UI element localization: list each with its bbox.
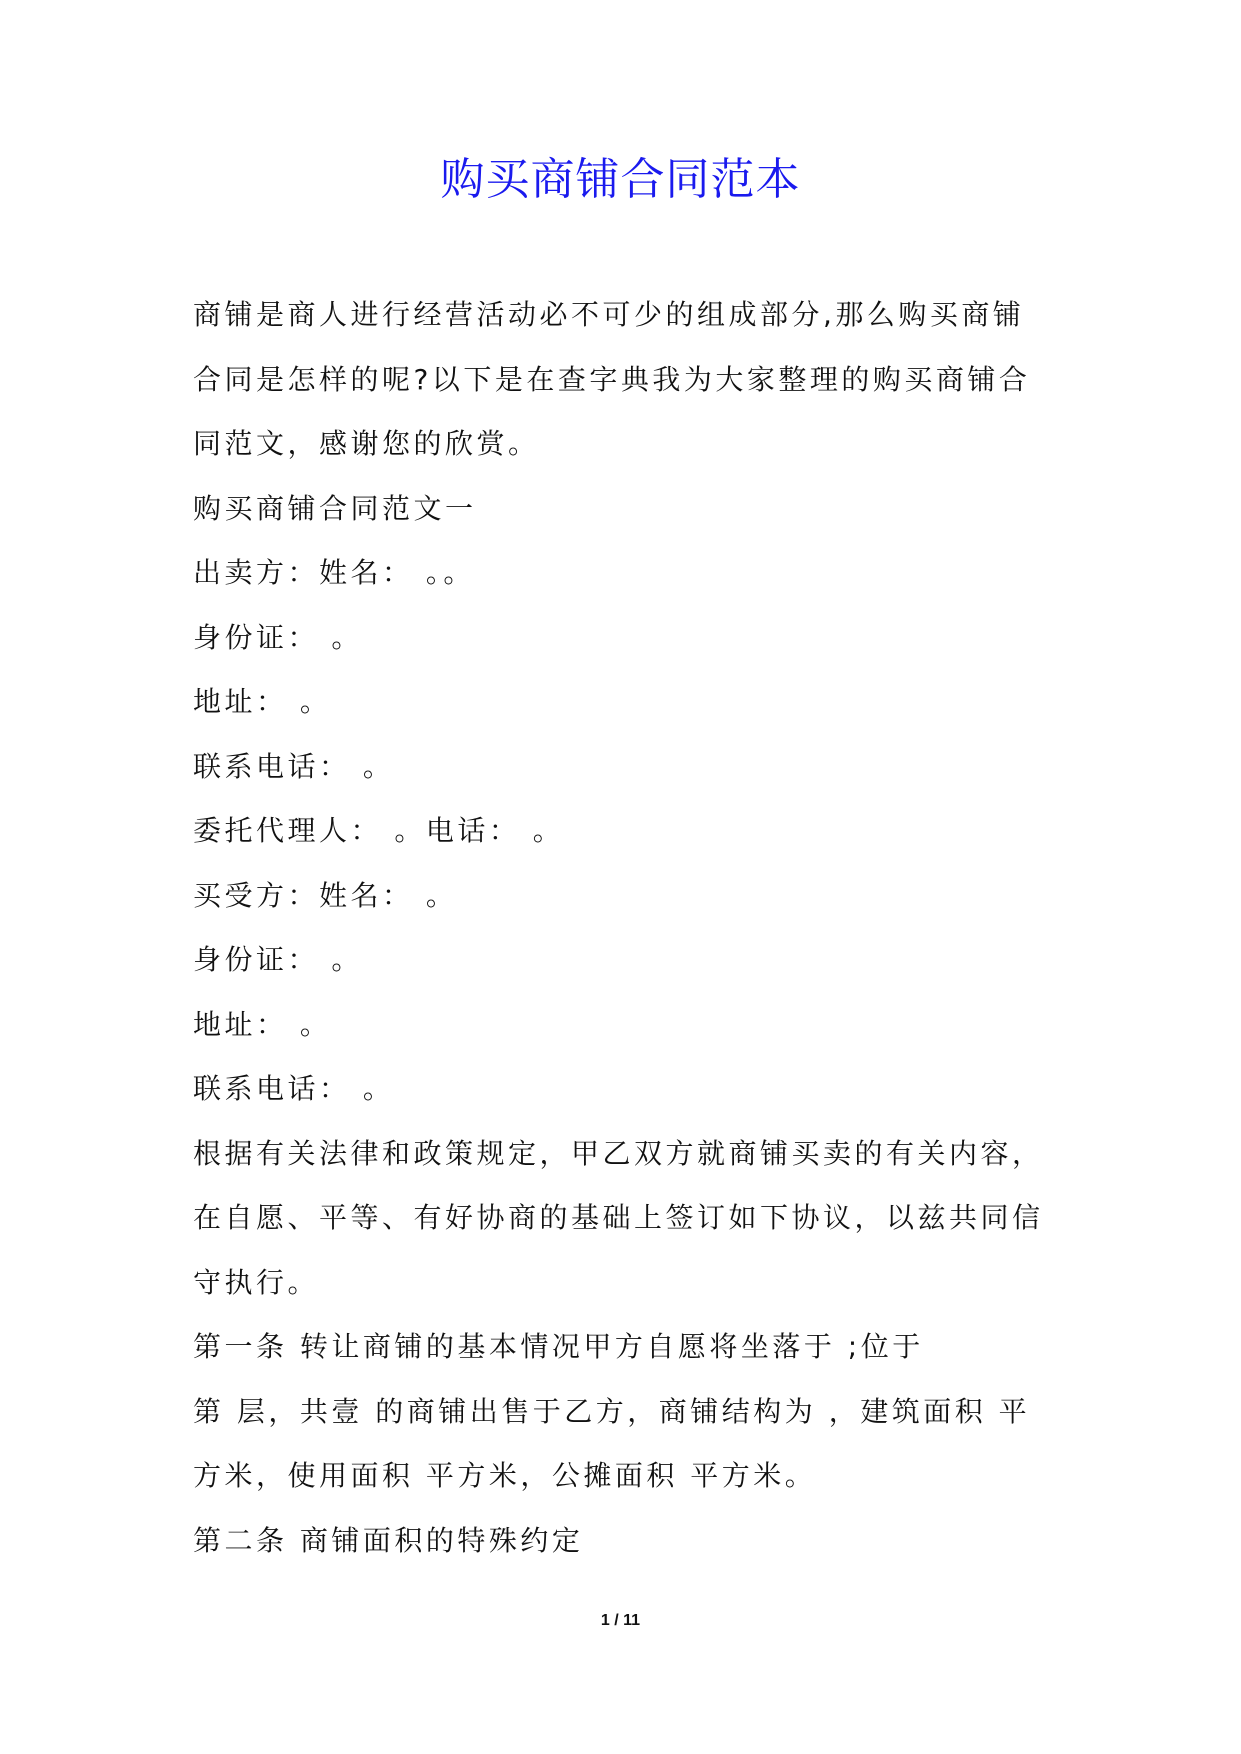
seller-name-line: 出卖方：姓名： 。。 [193, 556, 475, 589]
seller-id-line: 身份证： 。 [193, 620, 363, 654]
intro-paragraph: 商铺是商人进行经营活动必不可少的组成部分,那么购买商铺合同是怎样的呢?以下是在查字典我为大家整理的购买商铺合同范文，感谢您的欣赏。 [193, 298, 1031, 460]
agent-line: 委托代理人： 。电话： 。 [193, 814, 565, 847]
buyer-name-line: 买受方：姓名： 。 [193, 878, 458, 912]
buyer-address-line: 地址： 。 [193, 1007, 332, 1041]
article-two-heading: 第二条 商铺面积的特殊约定 [193, 1523, 584, 1557]
document-title: 购买商铺合同范本 [440, 154, 801, 205]
section-heading: 购买商铺合同范文一 [193, 491, 477, 525]
page-number: 1 / 11 [600, 1612, 641, 1629]
document-body [193, 283, 1053, 1573]
buyer-id-line: 身份证： 。 [193, 943, 363, 976]
seller-address-line: 地址： 。 [193, 685, 332, 718]
agreement-paragraph: 根据有关法律和政策规定，甲乙双方就商铺买卖的有关内容，在自愿、平等、有好协商的基础上签订如下协议，以兹共同信守执行。 [193, 1136, 1044, 1299]
article-one-heading: 第一条 转让商铺的基本情况甲方自愿将坐落于 ;位于 [193, 1330, 924, 1363]
seller-phone-line: 联系电话： 。 [193, 749, 395, 783]
buyer-phone-line: 联系电话： 。 [193, 1072, 395, 1105]
article-one-body: 第 层，共壹 的商铺出售于乙方，商铺结构为 ，建筑面积 平方米，使用面积 平方米，公摊面积 平方米。 [193, 1394, 1031, 1492]
